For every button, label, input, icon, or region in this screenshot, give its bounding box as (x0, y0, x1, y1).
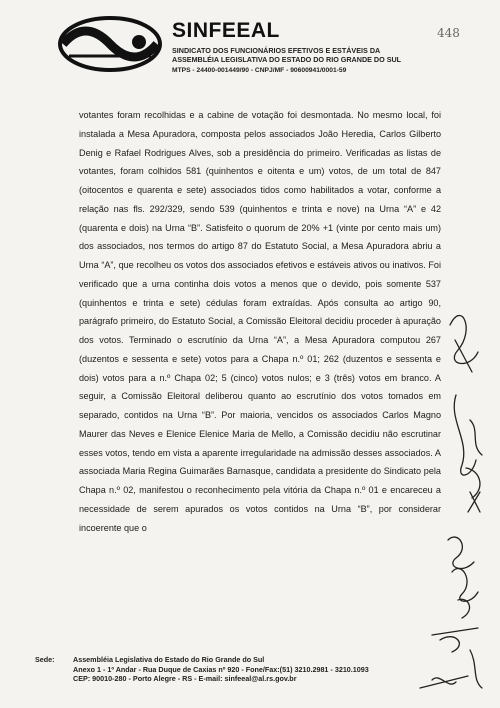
page-number: 448 (437, 26, 460, 40)
document-body (79, 106, 441, 537)
initial-mark-2 (455, 340, 472, 372)
signature-mark-5 (470, 650, 482, 688)
footer-line-1: Assembléia Legislativa do Estado do Rio Grande do Sul (73, 655, 265, 664)
initial-mark-6 (468, 492, 480, 512)
initial-mark-3 (454, 395, 476, 475)
footer-sede-label: Sede: (35, 655, 55, 664)
org-name-line-1: SINDICATO DOS FUNCIONÁRIOS EFETIVOS E ESTÁVEIS DA (172, 46, 381, 55)
body-paragraph: votantes foram recolhidas e a cabine de votação foi desmontada. No mesmo local, foi instalada a Mesa Apuradora, composta pelos associados João Heredia, Carlos Gilberto Denig e Rafael Rodrigues Alves, sob a presidência do primeiro. Verificadas as listas de votantes, foram colhidos 581 (quinhentos e oitenta e um) votos, de um total de 847 (oitocentos e quarenta e sete) associados tidos como habilitados a votar, conforme a relação nas fls. 292/329, sendo 539 (quinhentos e trinta e nove) na Urna “A” e 42 (quarenta e dois) na Urna “B”. Satisfeito o quorum de 20% +1 (vinte por cento mais um) dos associados, nos termos do artigo 87 do Estatuto Social, a Mesa Apuradora abriu a Urna “A”, que recolheu os votos dos associados efetivos e estáveis ativos ou inativos. Foi verificado que a urna continha dois votos a menos que o devido, pois somente 537 (quinhentos e trinta e sete) cédulas foram extraídas. Após consulta ao artigo 90, parágrafo primeiro, do Estatuto Social, a Comissão Eleitoral decidiu proceder à apuração dos votos. Terminado o escrutínio da Urna “A”, a Mesa Apuradora computou 267 (duzentos e sessenta e sete) votos para a Chapa n.º 01; 262 (duzentos e sessenta e dois) votos para a n.º Chapa 02; 5 (cinco) votos nulos; e 3 (três) votos em branco. A seguir, a Comissão Eleitoral deliberou quanto ao escrutínio dos votos tomados em separado, contidos na Urna “B”. Por maioria, vencidos os associados Carlos Magno Maurer das Neves e Elenice Elenice Maria de Mello, a Comissão decidiu não escrutinar esses votos, tendo em vista a aparente irregularidade na admissão desses associados. A associada Maria Regina Guimarães Barnasque, candidata a presidente do Sindicato pela Chapa n.º 02, manifestou o reconhecimento pela vitória da Chapa n.º 01 e encareceu a necessidade de serem apurados os votos contidos na Urna “B”, por considerar incoerente que o (79, 110, 441, 533)
sinfeeal-logo (55, 16, 165, 72)
footer-address (35, 655, 369, 684)
initial-mark-4 (470, 420, 482, 455)
org-full-name (172, 46, 422, 64)
footer-line-2: Anexo 1 - 1º Andar - Rua Duque de Caxias nº 920 - Fone/Fax:(51) 3210.2981 - 3210.1093 (73, 664, 369, 674)
org-name-line-2: ASSEMBLÉIA LEGISLATIVA DO ESTADO DO RIO GRANDE DO SUL (172, 55, 402, 64)
signature-mark-4 (432, 628, 478, 652)
signature-mark-2 (452, 569, 478, 602)
footer-line-3: CEP: 90010-280 - Porto Alegre - RS - E-mail: sinfeeal@al.rs.gov.br (73, 674, 297, 683)
org-registration: MTPS - 24400-001449/90 - CNPJ/MF - 90600941/0001-59 (172, 67, 347, 74)
signature-mark-3 (458, 599, 470, 618)
signature-mark-1 (448, 537, 474, 568)
signature-mark-6 (420, 676, 468, 688)
org-name: SINFEEAL (172, 19, 280, 42)
initial-mark-5 (466, 468, 480, 498)
initial-mark-1 (450, 315, 478, 363)
